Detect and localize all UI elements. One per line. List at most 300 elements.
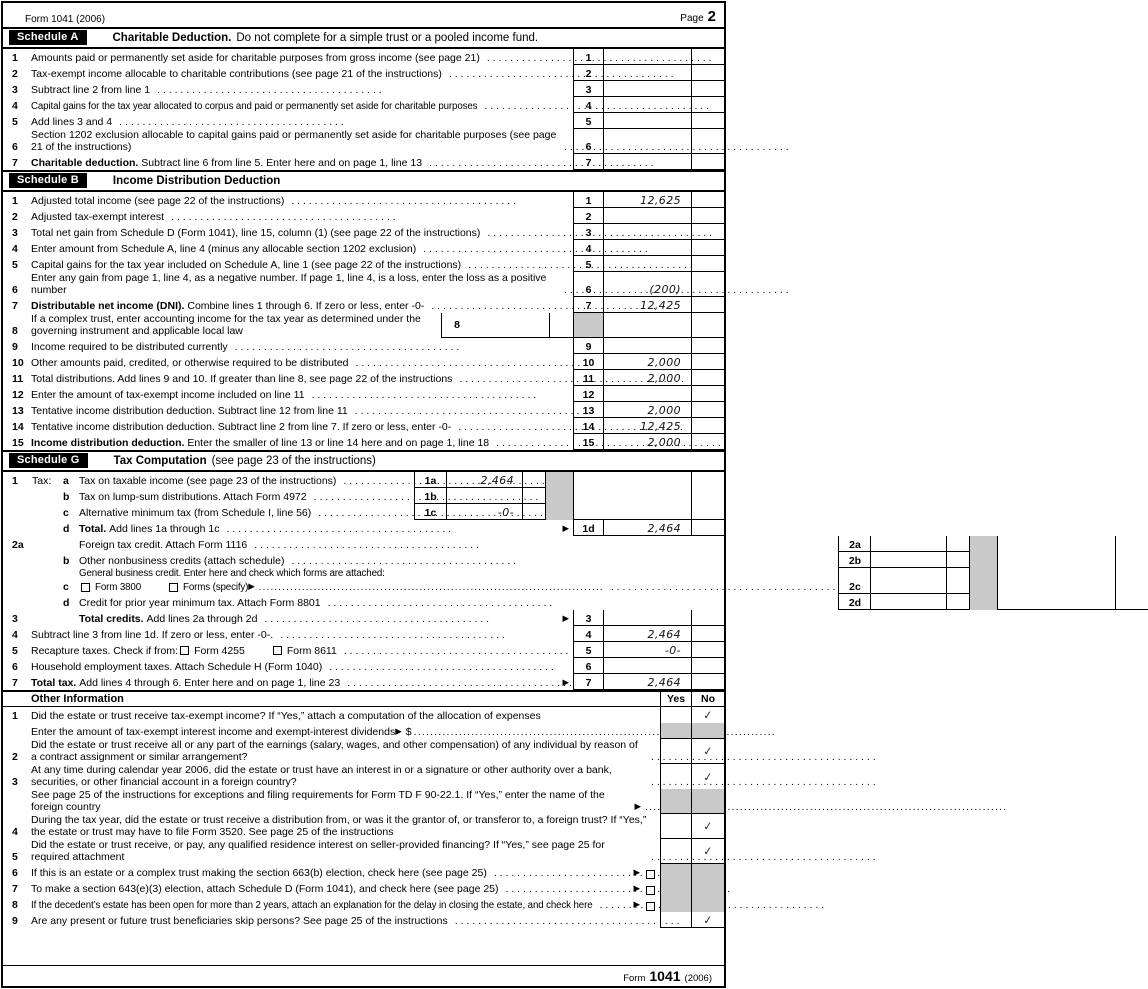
row-label xyxy=(3,313,441,338)
yes-cell[interactable] xyxy=(660,707,691,723)
row-text: Subtract line 3 from line 1d. If zero or less, enter -0-. xyxy=(31,629,274,641)
amount-field[interactable] xyxy=(603,642,691,658)
row-label xyxy=(3,674,573,690)
line-number: 5 xyxy=(12,259,18,271)
schedule-a-row-1 xyxy=(3,49,724,65)
dotted-leader xyxy=(254,539,835,551)
form-1041-page-2 xyxy=(1,1,862,988)
no-cell[interactable] xyxy=(691,864,724,880)
schedule-g-group-left xyxy=(3,536,970,610)
row-label xyxy=(3,386,573,402)
schedule-a-row-2 xyxy=(3,65,724,81)
fill-in-line[interactable] xyxy=(645,801,660,813)
line-number-box: 14 xyxy=(573,418,603,434)
amount-value: 2,000 xyxy=(647,436,681,449)
line-number: 6 xyxy=(12,661,18,673)
row-label xyxy=(3,370,573,386)
question-text: Enter the amount of tax-exempt interest income and exempt-interest dividends xyxy=(31,726,396,738)
dotted-leader xyxy=(329,661,570,673)
line-number-box: 1c xyxy=(414,504,446,520)
amount-value: 2,464 xyxy=(480,474,514,487)
row-text: Enter amount from Schedule A, line 4 (minus any allocable section 1202 exclusion) xyxy=(31,243,417,255)
schedule-b-row-1 xyxy=(3,192,724,208)
schedule-g-row-1a xyxy=(3,472,546,488)
cents-field[interactable] xyxy=(691,113,724,129)
footer-form-word: Form xyxy=(623,973,646,984)
row-label xyxy=(3,642,573,658)
dotted-leader xyxy=(468,259,570,271)
question-row-9 xyxy=(3,912,724,928)
row-label xyxy=(3,129,573,154)
dotted-leader xyxy=(496,437,570,449)
checkbox[interactable] xyxy=(646,870,655,879)
row-label xyxy=(3,626,573,642)
row-text: Income distribution deduction. Enter the smaller of line 13 or line 14 here and on page 1, line 18 xyxy=(31,437,490,449)
cents-field[interactable] xyxy=(691,97,724,113)
amount-field[interactable] xyxy=(603,520,691,536)
question-label xyxy=(3,789,660,814)
amount-field[interactable] xyxy=(603,49,691,65)
line-number: 2 xyxy=(12,68,18,80)
row-label xyxy=(3,113,573,129)
line-number: 6 xyxy=(12,141,18,153)
row-label xyxy=(3,354,573,370)
yes-cell[interactable] xyxy=(660,896,691,912)
question-number: 4 xyxy=(12,826,18,838)
cents-field[interactable] xyxy=(691,418,724,434)
line-number: 10 xyxy=(12,357,24,369)
footer-form-number: 1041 xyxy=(649,968,681,984)
yes-cell[interactable] xyxy=(660,723,691,739)
dotted-leader xyxy=(280,629,570,641)
cents-field[interactable] xyxy=(522,504,546,520)
yes-cell[interactable] xyxy=(660,839,691,864)
dotted-leader xyxy=(328,597,836,609)
row-text: Total distributions. Add lines 9 and 10. If greater than line 8, see page 22 of the instructions xyxy=(31,373,453,385)
question-number: 8 xyxy=(12,899,18,911)
dotted-leader xyxy=(431,300,570,312)
question-label xyxy=(3,912,660,928)
cents-field[interactable] xyxy=(691,313,724,338)
question-label xyxy=(3,764,660,789)
no-cell[interactable] xyxy=(691,839,724,864)
question-text: Did the estate or trust receive tax-exempt income? If “Yes,” attach a computation of the allocation of expenses xyxy=(31,710,541,722)
no-cell[interactable] xyxy=(691,814,724,839)
amount-value: 12,625 xyxy=(640,194,681,207)
line-letter: d xyxy=(63,597,70,609)
question-label xyxy=(3,864,660,880)
cents-field[interactable] xyxy=(691,129,724,154)
amount-field[interactable] xyxy=(603,224,691,240)
arrow-right-icon xyxy=(633,883,640,894)
schedule-a-row-4 xyxy=(3,97,724,113)
schedule-g-group xyxy=(3,536,862,610)
cents-field[interactable] xyxy=(691,240,724,256)
row-text: Tax on lump-sum distributions. Attach Form 4972 xyxy=(79,491,307,503)
question-label xyxy=(3,880,660,896)
cents-field[interactable] xyxy=(946,552,970,568)
cents-field[interactable] xyxy=(946,594,970,610)
line-number-box: 3 xyxy=(573,610,603,626)
checkbox[interactable] xyxy=(180,646,189,655)
line-number-box: 1a xyxy=(414,472,446,488)
question-number: 2 xyxy=(12,751,18,763)
dotted-leader xyxy=(611,581,836,593)
schedule-b-row-13 xyxy=(3,402,724,418)
checkbox[interactable] xyxy=(169,583,178,592)
question-number: 1 xyxy=(12,710,18,722)
fill-in-line[interactable] xyxy=(259,582,604,593)
amount-field[interactable] xyxy=(603,65,691,81)
shaded-cell xyxy=(546,472,573,520)
question-row-8 xyxy=(3,896,724,912)
check-icon: ✓ xyxy=(702,709,714,723)
schedule-g-tag: Schedule G xyxy=(9,453,88,468)
row-text-bold: Distributable net income (DNI). xyxy=(31,300,188,312)
no-cell[interactable] xyxy=(691,912,724,928)
amount-field[interactable] xyxy=(870,568,946,594)
row-text: Tax on taxable income (see page 23 of the instructions) xyxy=(79,475,337,487)
amount-field[interactable] xyxy=(603,674,691,690)
schedule-g-row-2d xyxy=(3,594,970,610)
question-text: At any time during calendar year 2006, did the estate or trust have an interest in or a signature or other authority over a bank, securities, or other financial account in a foreign country? xyxy=(31,764,612,788)
amount-field[interactable] xyxy=(446,472,522,488)
arrow-right-icon xyxy=(395,726,402,737)
yes-cell[interactable] xyxy=(660,739,691,764)
yes-cell[interactable] xyxy=(660,864,691,880)
line-number-box: 2 xyxy=(573,65,603,81)
yes-cell[interactable] xyxy=(660,880,691,896)
row-label xyxy=(3,97,573,113)
cents-field[interactable] xyxy=(691,354,724,370)
cents-field[interactable] xyxy=(1115,536,1148,610)
schedule-b-row-15 xyxy=(3,434,724,450)
line-letter: b xyxy=(63,555,70,567)
row-text: Other amounts paid, credited, or otherwise required to be distributed xyxy=(31,357,349,369)
arrow-right-icon xyxy=(562,523,569,534)
schedule-b-row-9 xyxy=(3,338,724,354)
no-cell[interactable] xyxy=(691,764,724,789)
no-cell[interactable] xyxy=(691,896,724,912)
checkbox-label: Form 8611 xyxy=(286,645,337,657)
shaded-cell xyxy=(970,536,997,610)
amount-field[interactable] xyxy=(603,370,691,386)
cents-field[interactable] xyxy=(691,520,724,536)
cents-field[interactable] xyxy=(691,208,724,224)
dollar-sign: $ xyxy=(405,726,412,738)
row-label xyxy=(3,610,573,626)
row-label xyxy=(3,272,573,297)
amount-field[interactable] xyxy=(603,113,691,129)
line-letter: d xyxy=(63,523,70,535)
cents-field[interactable] xyxy=(691,386,724,402)
amount-field[interactable] xyxy=(603,208,691,224)
no-cell[interactable] xyxy=(691,789,724,814)
dotted-leader xyxy=(484,100,570,112)
row-label xyxy=(3,434,573,450)
amount-field[interactable] xyxy=(603,297,691,313)
row-label xyxy=(3,594,838,610)
row-text: Adjusted total income (see page 22 of the instructions) xyxy=(31,195,285,207)
question-row-2 xyxy=(3,739,724,764)
row-text: Section 1202 exclusion allocable to capital gains paid or permanently set aside for charitable purposes (see page 21 of the instructions) xyxy=(31,129,557,153)
cents-field[interactable] xyxy=(691,658,724,674)
amount-field[interactable] xyxy=(603,338,691,354)
amount-value: 2,000 xyxy=(647,404,681,417)
checkbox-label: Forms (specify) xyxy=(183,581,249,593)
arrow-right-icon xyxy=(633,867,640,878)
page-header xyxy=(3,3,724,27)
amount-value: 2,464 xyxy=(647,676,681,689)
line-number-box: 5 xyxy=(573,113,603,129)
amount-field[interactable] xyxy=(603,610,691,626)
line-number: 1 xyxy=(12,195,18,207)
cents-field[interactable] xyxy=(691,192,724,208)
question-row-1 xyxy=(3,707,724,723)
question-label xyxy=(3,723,660,739)
row-text: Add lines 3 and 4 xyxy=(31,116,113,128)
cents-field[interactable] xyxy=(691,402,724,418)
check-icon: ✓ xyxy=(702,845,714,859)
dotted-leader xyxy=(157,84,570,96)
tax-word: Tax: xyxy=(32,475,52,487)
row-label xyxy=(3,65,573,81)
dotted-leader xyxy=(506,883,631,895)
schedule-b-body xyxy=(3,192,724,450)
line-number-box: 13 xyxy=(573,402,603,418)
no-cell[interactable] xyxy=(691,723,724,739)
row-text: Household employment taxes. Attach Schedule H (Form 1040) xyxy=(31,661,323,673)
amount-field[interactable] xyxy=(603,240,691,256)
cents-field[interactable] xyxy=(691,370,724,386)
row-label xyxy=(3,520,573,536)
line-number-box: 2b xyxy=(838,552,870,568)
amount-field[interactable] xyxy=(870,536,946,552)
line-number-box: 2 xyxy=(573,208,603,224)
question-row-4 xyxy=(3,814,724,839)
cents-field[interactable] xyxy=(691,472,724,520)
row-text: Total. Add lines 1a through 1c xyxy=(79,523,220,535)
question-text: If the decedent’s estate has been open for more than 2 years, attach an explanation for the delay in closing the estate, and check here xyxy=(31,900,593,911)
line-number: 4 xyxy=(12,629,18,641)
amount-field[interactable] xyxy=(603,272,691,297)
cents-field[interactable] xyxy=(549,313,573,337)
no-cell[interactable] xyxy=(691,707,724,723)
cents-field[interactable] xyxy=(691,81,724,97)
row-text-bold: Total tax. xyxy=(31,677,80,689)
amount-field[interactable] xyxy=(603,313,691,338)
amount-field[interactable] xyxy=(603,626,691,642)
row-label xyxy=(3,224,573,240)
dotted-leader xyxy=(314,491,411,503)
row-text: Charitable deduction. Subtract line 6 from line 5. Enter here and on page 1, line 13 xyxy=(31,157,423,169)
amount-field[interactable] xyxy=(603,658,691,674)
schedule-g-row-7 xyxy=(3,674,724,690)
cents-field[interactable] xyxy=(946,536,970,552)
dotted-leader xyxy=(651,751,657,763)
question-label xyxy=(3,896,660,912)
schedule-g-body xyxy=(3,472,862,690)
schedule-b-row-8 xyxy=(3,313,724,338)
question-row-cont-1 xyxy=(3,723,724,739)
row-text: Adjusted tax-exempt interest xyxy=(31,211,165,223)
checkbox-label: Form 4255 xyxy=(194,645,245,657)
line-number: 7 xyxy=(12,157,18,169)
line-number: 8 xyxy=(12,325,18,337)
schedule-g-row-5 xyxy=(3,642,724,658)
schedule-b-row-11 xyxy=(3,370,724,386)
amount-value: 2,464 xyxy=(647,628,681,641)
line-number-box: 9 xyxy=(573,338,603,354)
yes-cell[interactable] xyxy=(660,912,691,928)
row-text: Foreign tax credit. Attach Form 1116 xyxy=(79,539,248,551)
dotted-leader xyxy=(487,52,570,64)
line-number-box: 6 xyxy=(573,658,603,674)
page-word: Page xyxy=(680,13,704,24)
amount-field[interactable] xyxy=(603,434,691,450)
row-text-bold: Income distribution deduction. xyxy=(31,437,188,449)
amount-field[interactable] xyxy=(603,386,691,402)
cents-field[interactable] xyxy=(691,434,724,450)
row-label xyxy=(3,552,838,568)
amount-value: 12,425 xyxy=(640,299,681,312)
checkbox[interactable] xyxy=(81,583,90,592)
arrow-right-icon xyxy=(562,677,569,688)
amount-field[interactable] xyxy=(573,472,691,520)
dotted-leader xyxy=(355,405,570,417)
question-row-cont-4 xyxy=(3,789,724,814)
line-number-box: 8 xyxy=(454,319,460,331)
question-label xyxy=(3,707,660,723)
line-number: 3 xyxy=(12,227,18,239)
amount-value: (200) xyxy=(649,283,681,296)
amount-field[interactable] xyxy=(997,536,1115,610)
amount-field[interactable] xyxy=(603,354,691,370)
row-label xyxy=(3,192,573,208)
cents-field[interactable] xyxy=(522,488,546,504)
yes-cell[interactable] xyxy=(660,814,691,839)
question-label xyxy=(3,814,660,839)
form-id: Form 1041 (2006) xyxy=(25,14,106,25)
line-number: 6 xyxy=(12,284,18,296)
checkbox[interactable] xyxy=(646,886,655,895)
dotted-leader xyxy=(119,116,570,128)
cents-field[interactable] xyxy=(691,224,724,240)
cents-field[interactable] xyxy=(691,65,724,81)
line-number: 3 xyxy=(12,613,18,625)
amount-value: -0- xyxy=(664,644,681,657)
cents-field[interactable] xyxy=(691,154,724,170)
question-label xyxy=(3,839,660,864)
cents-field[interactable] xyxy=(691,610,724,626)
schedule-a-row-6 xyxy=(3,129,724,154)
accounting-income-box xyxy=(441,313,573,338)
question-text: See page 25 of the instructions for exceptions and filing requirements for Form TD F 90-22.1. If “Yes,” enter the name of the foreign country xyxy=(31,789,605,813)
line-number-box: 1b xyxy=(414,488,446,504)
row-label xyxy=(3,81,573,97)
amount-field[interactable] xyxy=(603,81,691,97)
cents-field[interactable] xyxy=(691,297,724,313)
row-label xyxy=(3,504,414,520)
checkbox[interactable] xyxy=(646,902,655,911)
cents-field[interactable] xyxy=(691,642,724,658)
dotted-leader xyxy=(487,227,570,239)
row-label xyxy=(3,208,573,224)
other-information-body xyxy=(3,707,724,928)
checkbox[interactable] xyxy=(273,646,282,655)
amount-field[interactable] xyxy=(446,488,522,504)
question-text: If this is an estate or a complex trust making the section 663(b) election, check here (see page 25) xyxy=(31,867,487,879)
amount-field[interactable] xyxy=(446,504,522,520)
cents-field[interactable] xyxy=(691,338,724,354)
yes-cell[interactable] xyxy=(660,764,691,789)
amount-field[interactable] xyxy=(603,154,691,170)
amount-field[interactable] xyxy=(870,594,946,610)
page-footer xyxy=(3,965,724,986)
fill-in-line[interactable] xyxy=(414,726,660,738)
amount-field[interactable] xyxy=(603,129,691,154)
cents-field[interactable] xyxy=(522,472,546,488)
amount-field[interactable] xyxy=(472,313,549,337)
row-label xyxy=(3,297,573,313)
amount-field[interactable] xyxy=(603,192,691,208)
cents-field[interactable] xyxy=(946,568,970,594)
line-number-box: 3 xyxy=(573,81,603,97)
footer-year: (2006) xyxy=(684,973,712,984)
amount-field[interactable] xyxy=(603,97,691,113)
row-text-bold: Total. xyxy=(79,523,110,535)
page-indicator xyxy=(680,8,716,25)
no-cell[interactable] xyxy=(691,739,724,764)
no-cell[interactable] xyxy=(691,880,724,896)
schedule-g-group-left xyxy=(3,472,546,520)
cents-field[interactable] xyxy=(691,49,724,65)
amount-field[interactable] xyxy=(603,402,691,418)
amount-value: 2,000 xyxy=(647,372,681,385)
line-number: 2a xyxy=(12,539,24,551)
dotted-leader xyxy=(455,915,657,927)
line-number-box: 5 xyxy=(573,256,603,272)
dotted-leader xyxy=(429,157,570,169)
row-text: Enter the amount of tax-exempt income included on line 11 xyxy=(31,389,305,401)
schedule-g-row-2a xyxy=(3,536,970,552)
line-number-box: 3 xyxy=(573,224,603,240)
schedule-g-header xyxy=(3,450,724,472)
row-text: Tentative income distribution deduction. Subtract line 12 from line 11 xyxy=(31,405,348,417)
schedule-b-row-7 xyxy=(3,297,724,313)
amount-field[interactable] xyxy=(603,418,691,434)
cents-field[interactable] xyxy=(691,674,724,690)
yes-cell[interactable] xyxy=(660,789,691,814)
cents-field[interactable] xyxy=(691,256,724,272)
question-row-3 xyxy=(3,764,724,789)
row-text: Capital gains for the tax year included on Schedule A, line 1 (see page 22 of the instructions) xyxy=(31,259,462,271)
schedule-b-row-10 xyxy=(3,354,724,370)
schedule-b-row-6 xyxy=(3,272,724,297)
arrow-right-icon xyxy=(634,801,641,812)
amount-field[interactable] xyxy=(870,552,946,568)
cents-field[interactable] xyxy=(691,626,724,642)
row-text-bold: Total credits. xyxy=(79,613,147,625)
cents-field[interactable] xyxy=(691,272,724,297)
line-number-box: 4 xyxy=(573,240,603,256)
dotted-leader xyxy=(564,141,570,153)
schedule-g-row-1d xyxy=(3,520,724,536)
amount-field[interactable] xyxy=(603,256,691,272)
schedule-g-title: Tax Computation xyxy=(113,454,207,467)
dotted-leader xyxy=(459,373,570,385)
schedule-g-row-3 xyxy=(3,610,724,626)
